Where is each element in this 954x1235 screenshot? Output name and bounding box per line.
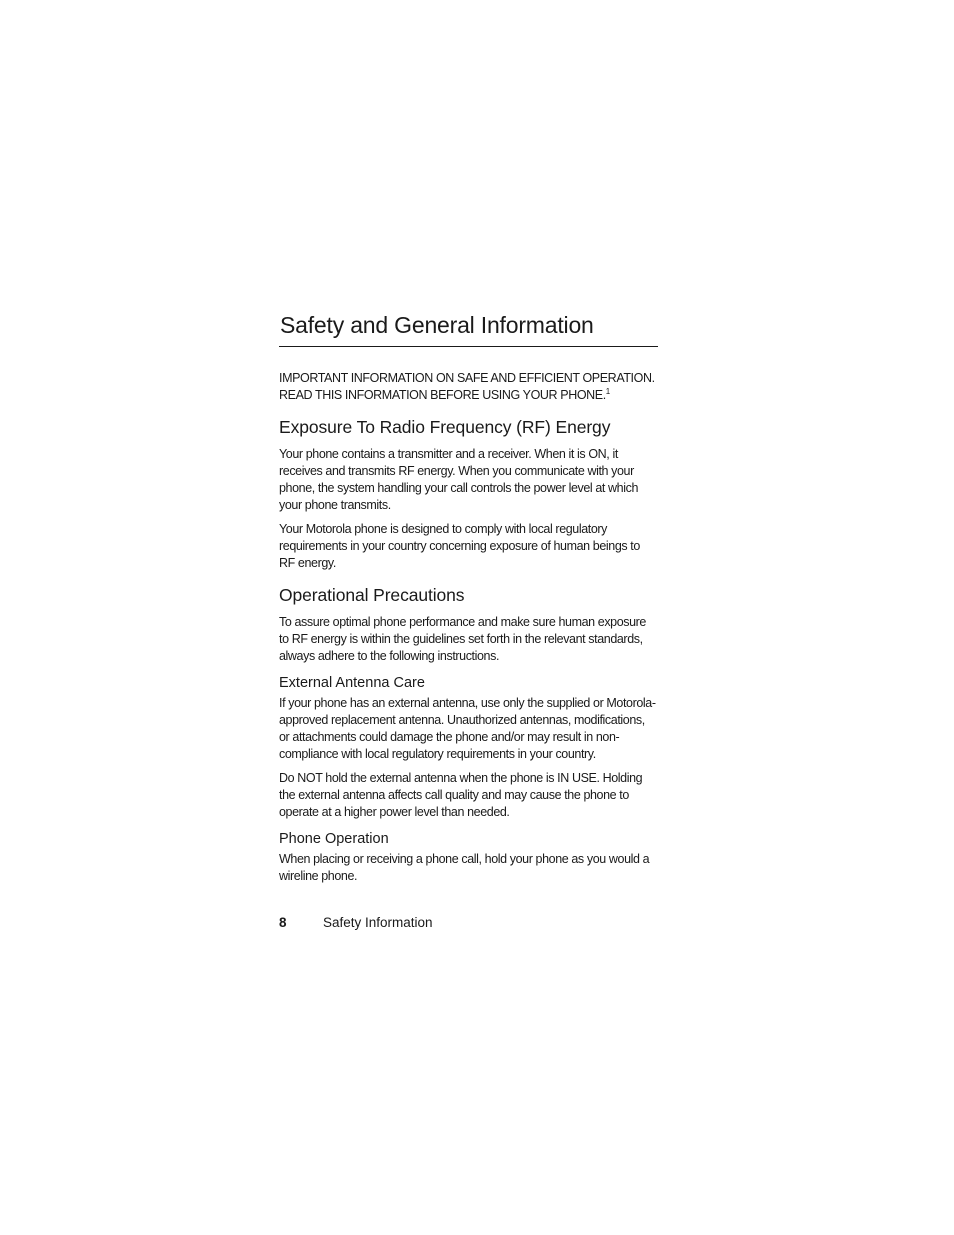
intro-text: IMPORTANT INFORMATION ON SAFE AND EFFICIENT OPERATION. READ THIS INFORMATION BEFORE USING YOUR PHONE. — [279, 371, 655, 402]
title-rule — [279, 346, 658, 347]
section-rf-exposure — [279, 415, 658, 572]
page-number: 8 — [279, 915, 287, 930]
body-paragraph: When placing or receiving a phone call, hold your phone as you would a wireline phone. — [279, 852, 650, 883]
body-paragraph: If your phone has an external antenna, use only the supplied or Motorola-approved replacement antenna. Unauthorized antennas, modifications, or attachments could damage the phone and/or may result in non-compliance with local regulatory requirements in your country. — [279, 696, 656, 761]
subsection-external-antenna-care — [279, 673, 658, 821]
subsection-heading: Phone Operation — [279, 831, 389, 847]
footnote-mark: 1 — [605, 386, 610, 396]
intro-paragraph — [279, 370, 658, 404]
body-paragraph: Your Motorola phone is designed to comply with local regulatory requirements in your country concerning exposure of human beings to RF energy. — [279, 522, 640, 570]
document-page — [279, 310, 658, 885]
section-operational-precautions — [279, 583, 658, 885]
body-paragraph: Your phone contains a transmitter and a receiver. When it is ON, it receives and transmits RF energy. When you communicate with your phone, the system handling your call controls the power level at which your phone transmits. — [279, 447, 639, 512]
subsection-heading: External Antenna Care — [279, 675, 425, 691]
body-paragraph: To assure optimal phone performance and make sure human exposure to RF energy is within the guidelines set forth in the relevant standards, always adhere to the following instructions. — [279, 615, 646, 663]
page-footer — [279, 913, 433, 933]
section-heading: Operational Precautions — [279, 585, 465, 605]
footer-section-name: Safety Information — [323, 915, 433, 930]
section-heading: Exposure To Radio Frequency (RF) Energy — [279, 417, 611, 437]
page-title: Safety and General Information — [280, 312, 594, 338]
subsection-phone-operation — [279, 829, 658, 885]
body-paragraph: Do NOT hold the external antenna when the phone is IN USE. Holding the external antenna affects call quality and may cause the phone to operate at a higher power level than needed. — [279, 771, 643, 819]
